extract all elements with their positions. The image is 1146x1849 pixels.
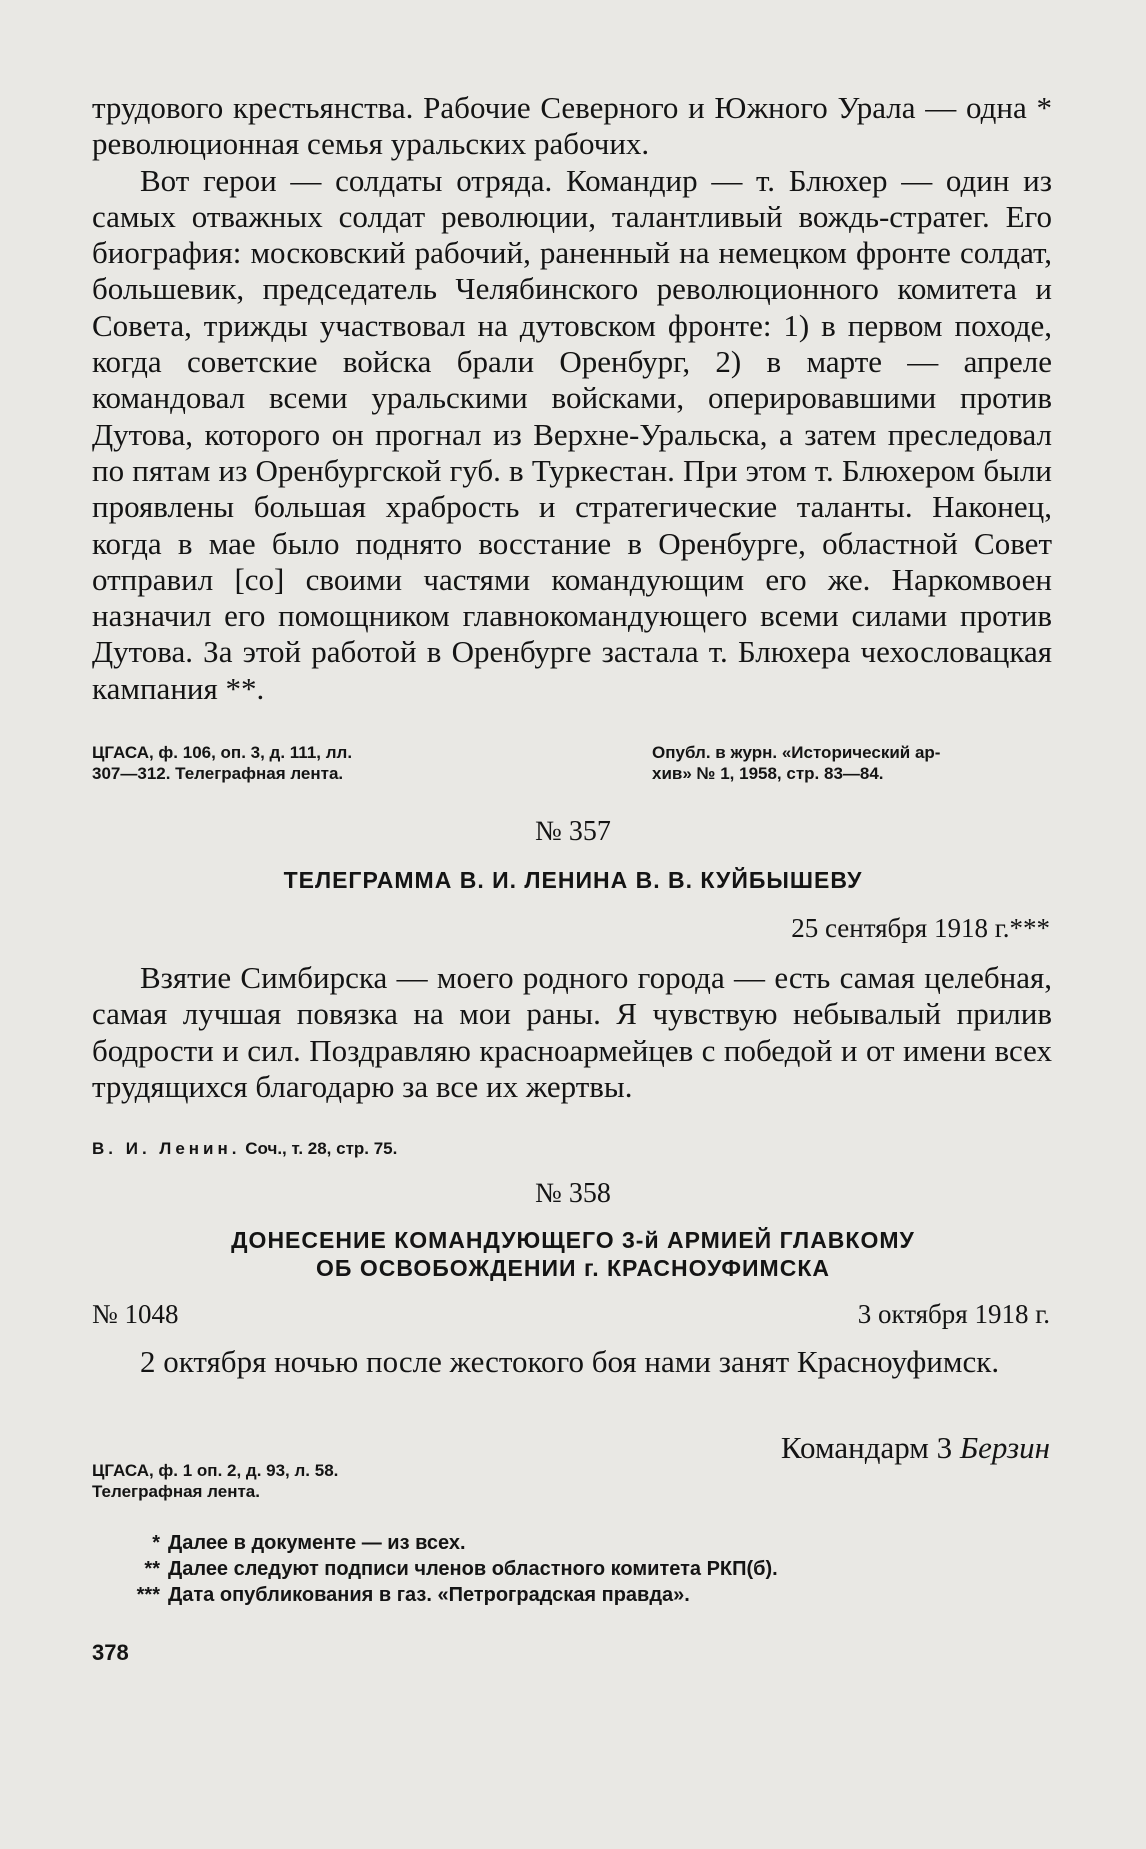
footnote-3 (124, 1582, 778, 1608)
document-title-358-line2: ОБ ОСВОБОЖДЕНИИ г. КРАСНОУФИМСКА (316, 1255, 830, 1281)
document-body-357 (92, 960, 1052, 1105)
footnote-text: Далее в документе — из всех. (168, 1532, 466, 1554)
archive-source-line: 307—312. Телеграфная лента. (92, 764, 344, 783)
document-source-358 (92, 1460, 338, 1502)
telegram-text: Взятие Симбирска — моего родного города — есть самая целебная, самая лучшая повязка на мои раны. Я чувствую небывалый прилив бодрости и сил. Поздравляю красноармейцев с победой и от имени всех трудящихся благодарю за все их жертвы. (92, 960, 1052, 1104)
paragraph-blucher-biography: Вот герои — солдаты отряда. Командир — т. Блюхер — один из самых отважных солдат революции, талантливый вождь-стратег. Его биография: московский рабочий, раненный на немецком фронте солдат, большевик, председатель Челябинского революционного комитета и Совета, трижды участвовал на дутовском фронте: 1) в первом походе, когда советские войска брали Оренбург, 2) в марте — апреле командовал всеми уральскими войсками, оперировавшими против Дутова, которого он прогнал из Верхне-Уральска, а затем преследовал по пятам из Оренбургской губ. в Туркестан. При этом т. Блюхером были проявлены большая храбрость и стратегические таланты. Наконец, когда в мае было поднято восстание в Оренбурге, областной Совет отправил [со] своими частями командующим его же. Наркомвоен назначил его помощником главнокомандующего всеми силами против Дутова. За этой работой в Оренбурге застала т. Блюхера чехословацкая кампания **. (92, 162, 1052, 706)
footnotes (124, 1530, 778, 1608)
archive-source-line: ЦГАСА, ф. 1 оп. 2, д. 93, л. 58. (92, 1461, 339, 1480)
signature-title: Командарм 3 (780, 1430, 953, 1465)
source-author: В. И. Ленин. (92, 1139, 241, 1158)
publication-source-line: Опубл. в журн. «Исторический ар- (652, 743, 941, 762)
footnote-text: Далее следуют подписи членов областного комитета РКП(б). (168, 1558, 778, 1580)
page-number: 378 (92, 1640, 129, 1665)
footnote-2 (124, 1556, 778, 1582)
document-date-357: 25 сентября 1918 г.*** (791, 913, 1050, 943)
archive-source-line: Телеграфная лента. (92, 1482, 260, 1501)
signature (781, 1430, 1050, 1466)
archive-source-line: ЦГАСА, ф. 106, оп. 3, д. 111, лл. (92, 743, 353, 762)
publication-source-right (652, 742, 940, 784)
footnote-text: Дата опубликования в газ. «Петроградская правда». (168, 1584, 690, 1606)
source-reference: Соч., т. 28, стр. 75. (240, 1139, 398, 1158)
document-number-357: № 357 (535, 816, 611, 847)
archive-source-left (92, 742, 352, 784)
document-date-358: 3 октября 1918 г. (857, 1299, 1050, 1329)
publication-source-line: хив» № 1, 1958, стр. 83—84. (652, 764, 884, 783)
document-title-357: ТЕЛЕГРАММА В. И. ЛЕНИНА В. В. КУЙБЫШЕВУ (283, 867, 863, 893)
footnote-mark: ** (144, 1558, 160, 1580)
paragraph-continuation: трудового крестьянства. Рабочие Северного и Южного Урала — одна * революционная семья уральских рабочих. (92, 90, 1052, 162)
opening-text (92, 90, 1052, 707)
report-text: 2 октября ночью после жестокого боя нами занят Красноуфимск. (140, 1344, 1000, 1379)
document-reg-number-358: № 1048 (92, 1299, 179, 1329)
footnote-mark: *** (136, 1584, 160, 1606)
document-title-358-line1: ДОНЕСЕНИЕ КОМАНДУЮЩЕГО 3-й АРМИЕЙ ГЛАВКОМУ (231, 1227, 915, 1253)
footnote-mark: * (152, 1532, 160, 1554)
document-body-358 (92, 1344, 1052, 1380)
document-number-358: № 358 (535, 1178, 611, 1209)
document-source-357 (92, 1138, 397, 1159)
signature-name: Берзин (959, 1430, 1050, 1465)
footnote-1 (124, 1530, 778, 1556)
